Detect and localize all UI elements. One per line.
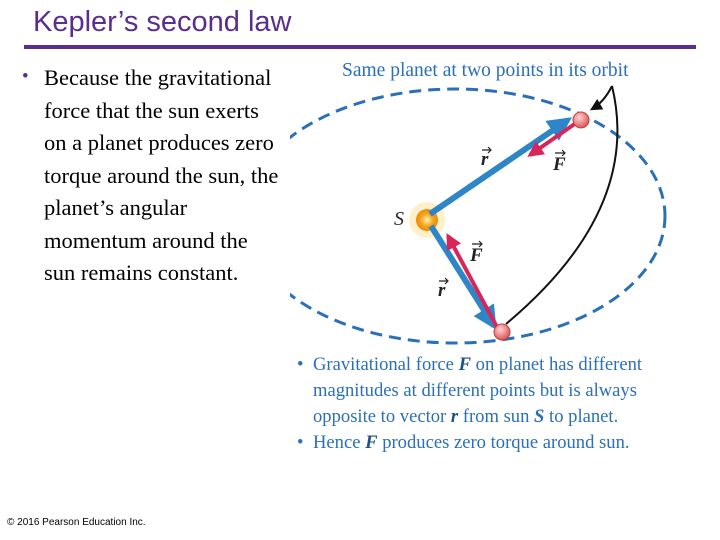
sun-symbol: S (534, 406, 545, 427)
note-text: Gravitational force (313, 354, 459, 375)
r-label-upper (481, 147, 491, 170)
svg-text:F: F (553, 154, 566, 175)
orbit-motion-arrow-tail (592, 86, 612, 109)
r-vector-upper (430, 120, 568, 214)
note-text: from sun (458, 406, 535, 427)
note-line (313, 404, 717, 430)
note-text: produces zero torque around sun. (377, 432, 630, 453)
note-line (313, 378, 717, 404)
bullet-line-2: force that the sun exerts (44, 97, 259, 123)
note-text: magnitudes at different points but is always (313, 380, 637, 401)
bullet-line-3: on a planet produces zero (44, 130, 274, 155)
note-text: on planet has different (471, 354, 643, 375)
figure-notes (297, 352, 717, 456)
note-line (313, 352, 717, 378)
planet-upper (573, 112, 589, 128)
F-label-lower (469, 241, 483, 266)
main-bullet (22, 62, 322, 290)
planet-lower (494, 324, 510, 340)
vector-symbol: F (458, 354, 471, 375)
note-text: to planet. (544, 406, 619, 427)
r-label-lower (438, 278, 448, 301)
title-underline (24, 45, 696, 49)
bullet-line-7: sun remains constant. (44, 260, 239, 285)
copyright-notice: © 2016 Pearson Education Inc. (7, 517, 146, 528)
note-item (297, 430, 717, 456)
bullet-icon: • (297, 432, 304, 453)
figure-caption: Same planet at two points in its orbit (342, 60, 629, 81)
bullet-line-5: planet’s angular (44, 195, 188, 220)
vector-symbol: r (450, 406, 459, 427)
svg-text:r: r (438, 280, 446, 301)
sun-label: S (394, 208, 404, 230)
bullet-line-6: momentum around the (44, 227, 248, 253)
note-text: opposite to vector (313, 406, 451, 427)
bullet-icon: • (22, 66, 29, 87)
svg-text:F: F (470, 245, 483, 266)
F-label-upper (552, 150, 566, 175)
r-vector-lower (431, 226, 494, 326)
bullet-line-1: Because the gravitational (44, 65, 272, 90)
bullet-line-4: torque around the sun, the (44, 162, 279, 188)
orbit-diagram (290, 54, 680, 354)
svg-text:r: r (481, 149, 489, 170)
note-text: Hence (313, 432, 366, 453)
note-item (297, 352, 717, 430)
slide-title: Kepler’s second law (33, 6, 292, 38)
note-line (313, 430, 717, 456)
vector-symbol: F (365, 432, 378, 453)
bullet-icon: • (297, 354, 304, 375)
